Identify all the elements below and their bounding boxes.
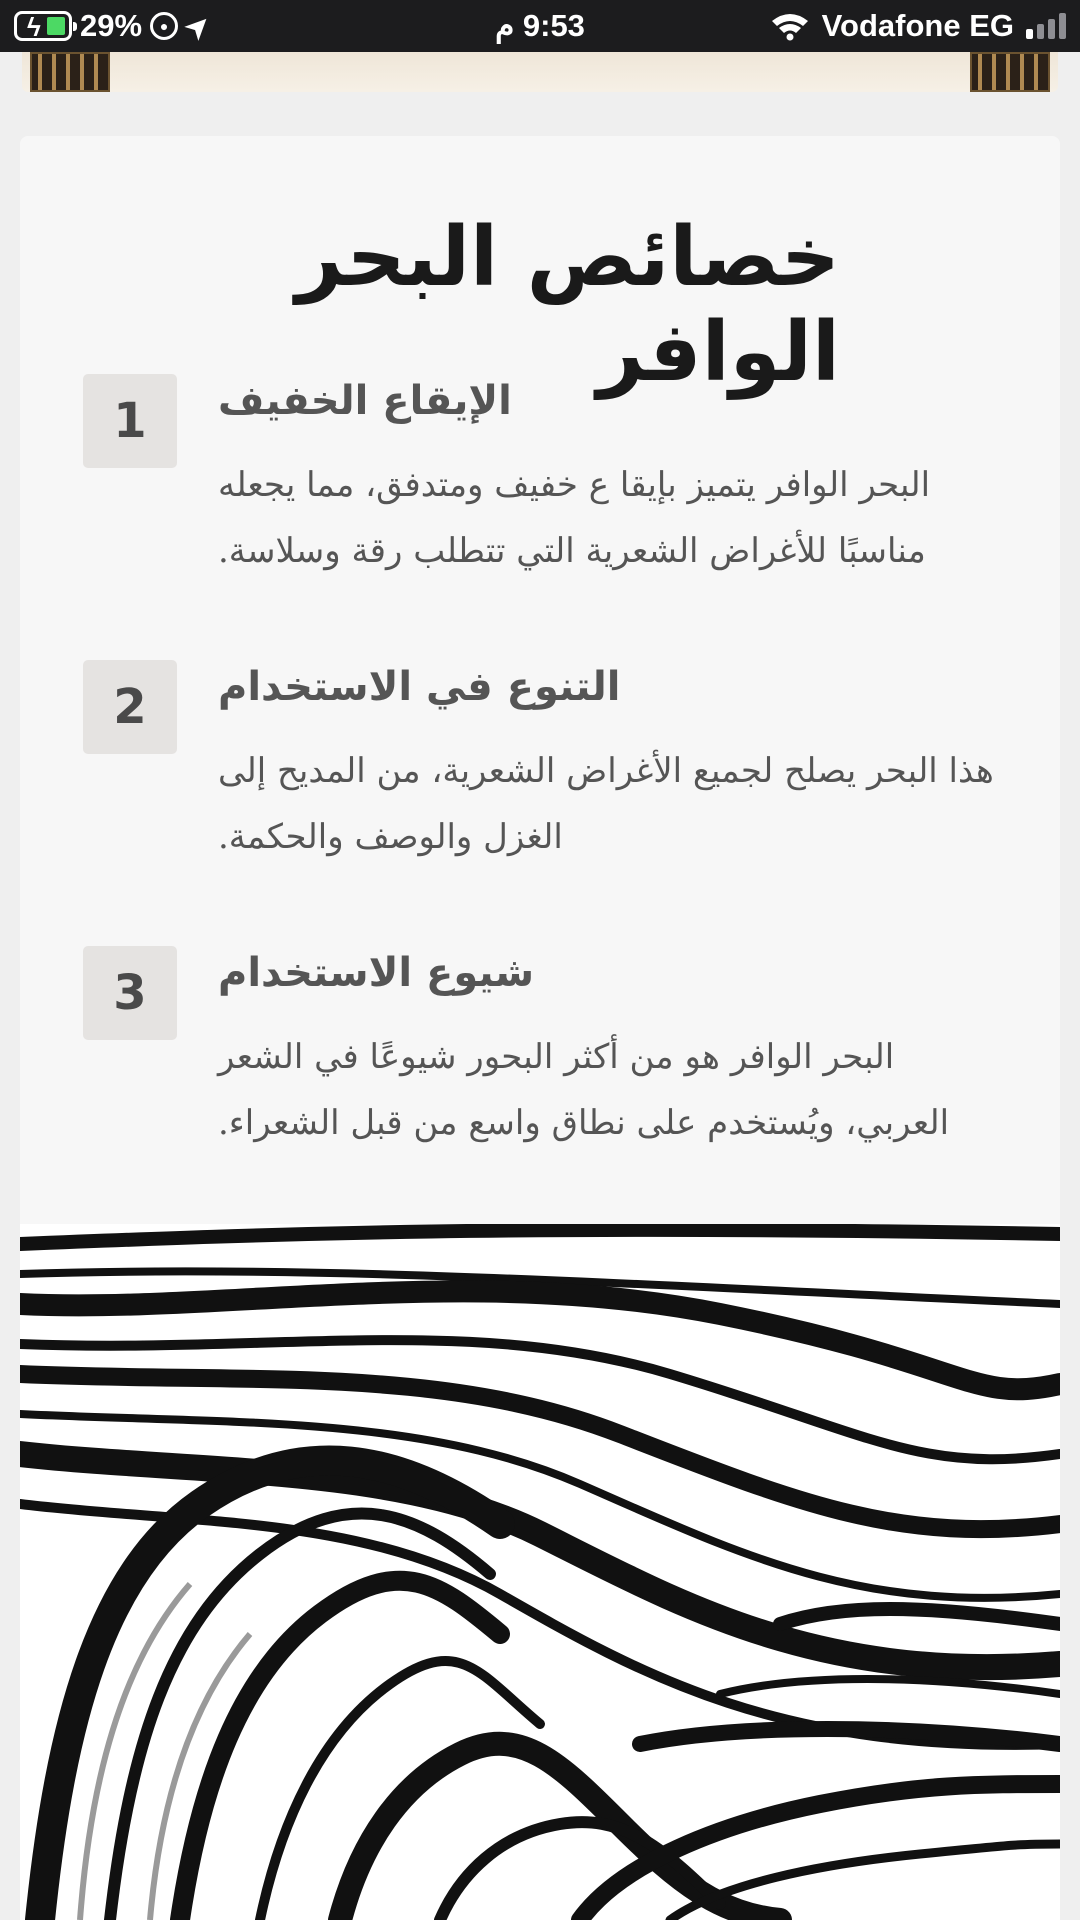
feature-number: 3 <box>83 946 177 1040</box>
orientation-lock-icon: ● <box>150 12 178 40</box>
wave-artwork <box>20 1224 1060 1920</box>
feature-title: الإيقاع الخفيف <box>218 378 512 424</box>
status-time: 9:53 م <box>495 8 585 43</box>
feature-title: التنوع في الاستخدام <box>218 664 621 710</box>
top-decorative-banner <box>22 52 1058 92</box>
charging-bolt-icon: ϟ <box>27 12 41 42</box>
ornament-left-icon <box>30 52 110 92</box>
ornament-right-icon <box>970 52 1050 92</box>
location-arrow-icon: ➤ <box>178 6 218 46</box>
feature-description: هذا البحر يصلح لجميع الأغراض الشعرية، من المديح إلى الغزل والوصف والحكمة. <box>218 751 994 857</box>
features-card <box>20 136 1060 1224</box>
feature-number: 2 <box>83 660 177 754</box>
status-bar <box>0 0 1080 52</box>
feature-description: البحر الوافر هو من أكثر البحور شيوعًا في الشعر العربي، ويُستخدم على نطاق واسع من قبل الشعراء. <box>218 1037 950 1143</box>
feature-description: البحر الوافر يتميز بإيقا ع خفيف ومتدفق، مما يجعله مناسبًا للأغراض الشعرية التي تتطلب رقة وسلاسة. <box>218 465 931 571</box>
battery-percent: 29% <box>80 8 143 43</box>
status-right-group <box>770 0 1066 52</box>
cellular-signal-icon <box>1026 13 1066 39</box>
card-title: خصائص البحر الوافر <box>295 210 840 400</box>
feature-title: شيوع الاستخدام <box>218 950 535 996</box>
carrier-name: Vodafone EG <box>821 8 1014 43</box>
wifi-icon <box>770 11 810 41</box>
feature-number: 1 <box>83 374 177 468</box>
abstract-wave-image <box>20 1224 1060 1920</box>
